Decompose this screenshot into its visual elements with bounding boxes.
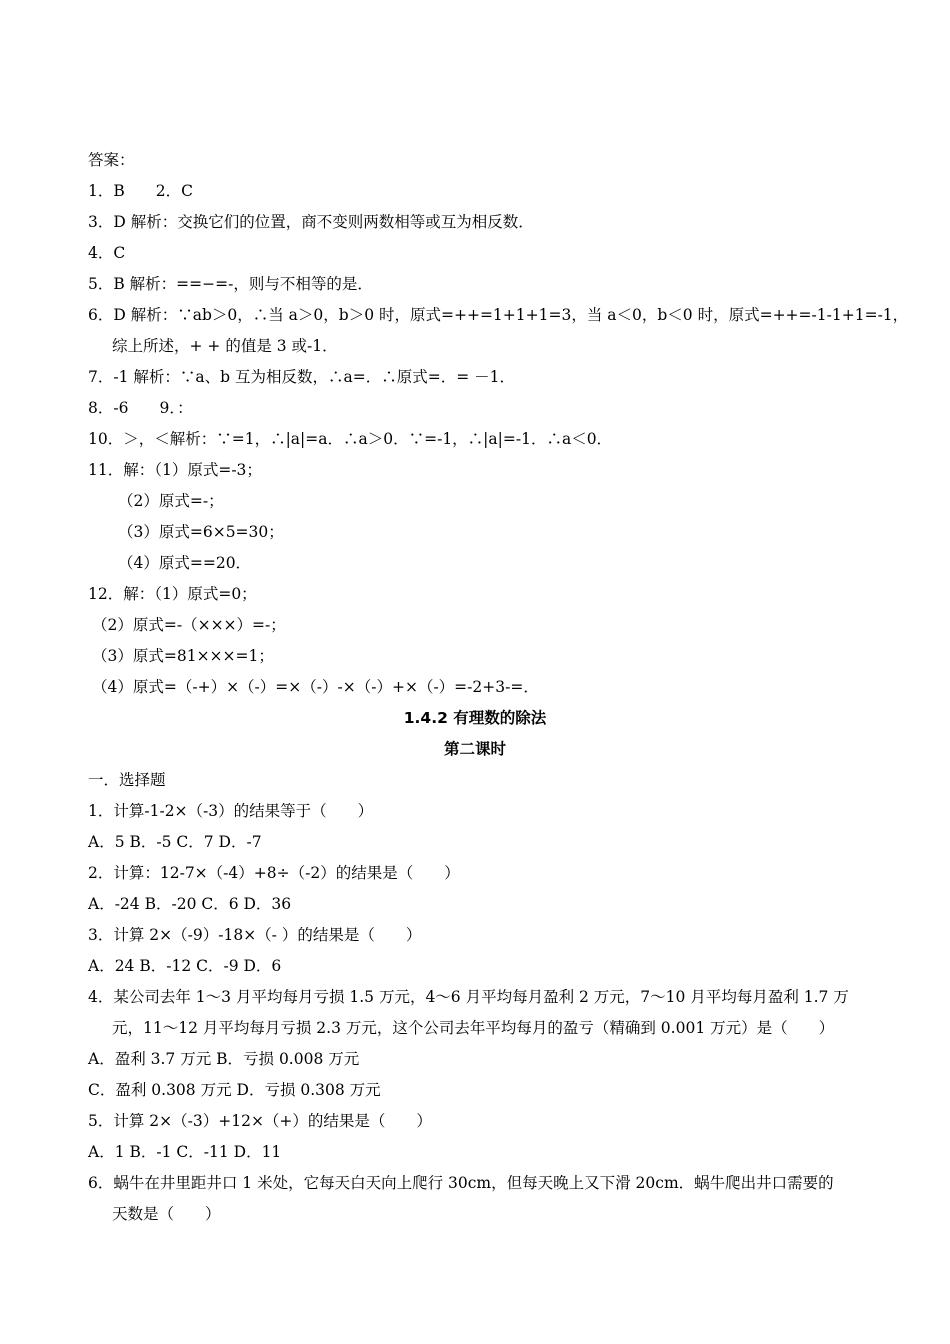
- answer-line: 1．B 2．C: [88, 182, 193, 200]
- question-line: 6．蜗牛在井里距井口 1 米处，它每天白天向上爬行 30cm，但每天晚上又下滑 20cm．蜗牛爬出井口需要的: [88, 1174, 834, 1192]
- section-subtitle: 第二课时: [443, 740, 506, 758]
- question-line: 3．计算 2×（-9）-18×（- ）的结果是（ ）: [88, 926, 422, 944]
- answer-line: 4．C: [88, 244, 126, 262]
- answer-line: 11．解：（1）原式=-3；: [88, 461, 262, 479]
- question-line: 1．计算-1-2×（-3）的结果等于（ ）: [88, 802, 374, 820]
- answer-line: 3．D 解析：交换它们的位置，商不变则两数相等或互为相反数．: [88, 213, 534, 231]
- question-line: 4．某公司去年 1～3 月平均每月亏损 1.5 万元，4～6 月平均每月盈利 2 万元，7～10 月平均每月盈利 1.7 万: [88, 988, 849, 1006]
- answers-heading: 答案：: [88, 151, 135, 169]
- answer-line: （4）原式=（-+）×（-）=×（-）-×（-）+×（-）=-2+3-=．: [92, 678, 539, 696]
- answer-line: 7．-1 解析：∵a、b 互为相反数，∴a=．∴原式=．= －1．: [88, 368, 515, 386]
- answer-line: 8．-6 9．：: [88, 399, 193, 417]
- answer-line: （3）原式=81×××=1；: [92, 647, 274, 665]
- options-line: A．5 B．-5 C．7 D．-7: [88, 833, 262, 851]
- question-line: 2．计算：12-7×（-4）+8÷（-2）的结果是（ ）: [88, 864, 460, 882]
- options-line: A．盈利 3.7 万元 B．亏损 0.008 万元: [88, 1050, 360, 1068]
- answer-line: （2）原式=-；: [118, 492, 224, 510]
- answer-line: 12．解：（1）原式=0；: [88, 585, 257, 603]
- answer-line: 5．B 解析：==−=-，则与不相等的是．: [88, 275, 373, 293]
- options-line: C．盈利 0.308 万元 D．亏损 0.308 万元: [88, 1081, 381, 1099]
- answer-line: 10．＞，＜解析：∵=1，∴|a|=a．∴a＞0．∵=-1，∴|a|=-1．∴a＜0．: [88, 430, 613, 448]
- options-line: A．1 B．-1 C．-11 D．11: [88, 1143, 282, 1161]
- answer-line: （3）原式=6×5=30；: [118, 523, 284, 541]
- question-line: 5．计算 2×（-3）+12×（+）的结果是（ ）: [88, 1112, 432, 1130]
- answer-line: 6．D 解析：∵ab＞0，∴当 a＞0，b＞0 时，原式=++=1+1+1=3，当 a＜0，b＜0 时，原式=++=-1-1+1=-1，: [88, 306, 909, 324]
- exercise-heading: 一．选择题: [88, 771, 166, 789]
- answer-line: （4）原式==20．: [118, 554, 252, 572]
- answer-line: （2）原式=-（×××）=-；: [92, 616, 286, 634]
- options-line: A．-24 B．-20 C．6 D．36: [88, 895, 292, 913]
- answer-line: 综上所述，+ + 的值是 3 或-1．: [112, 337, 338, 355]
- question-line: 元，11～12 月平均每月亏损 2.3 万元，这个公司去年平均每月的盈亏（精确到 0.001 万元）是（ ）: [112, 1019, 835, 1037]
- question-line: 天数是（ ）: [112, 1205, 221, 1223]
- section-title: 1.4.2 有理数的除法: [403, 709, 547, 727]
- options-line: A．24 B．-12 C．-9 D．6: [88, 957, 282, 975]
